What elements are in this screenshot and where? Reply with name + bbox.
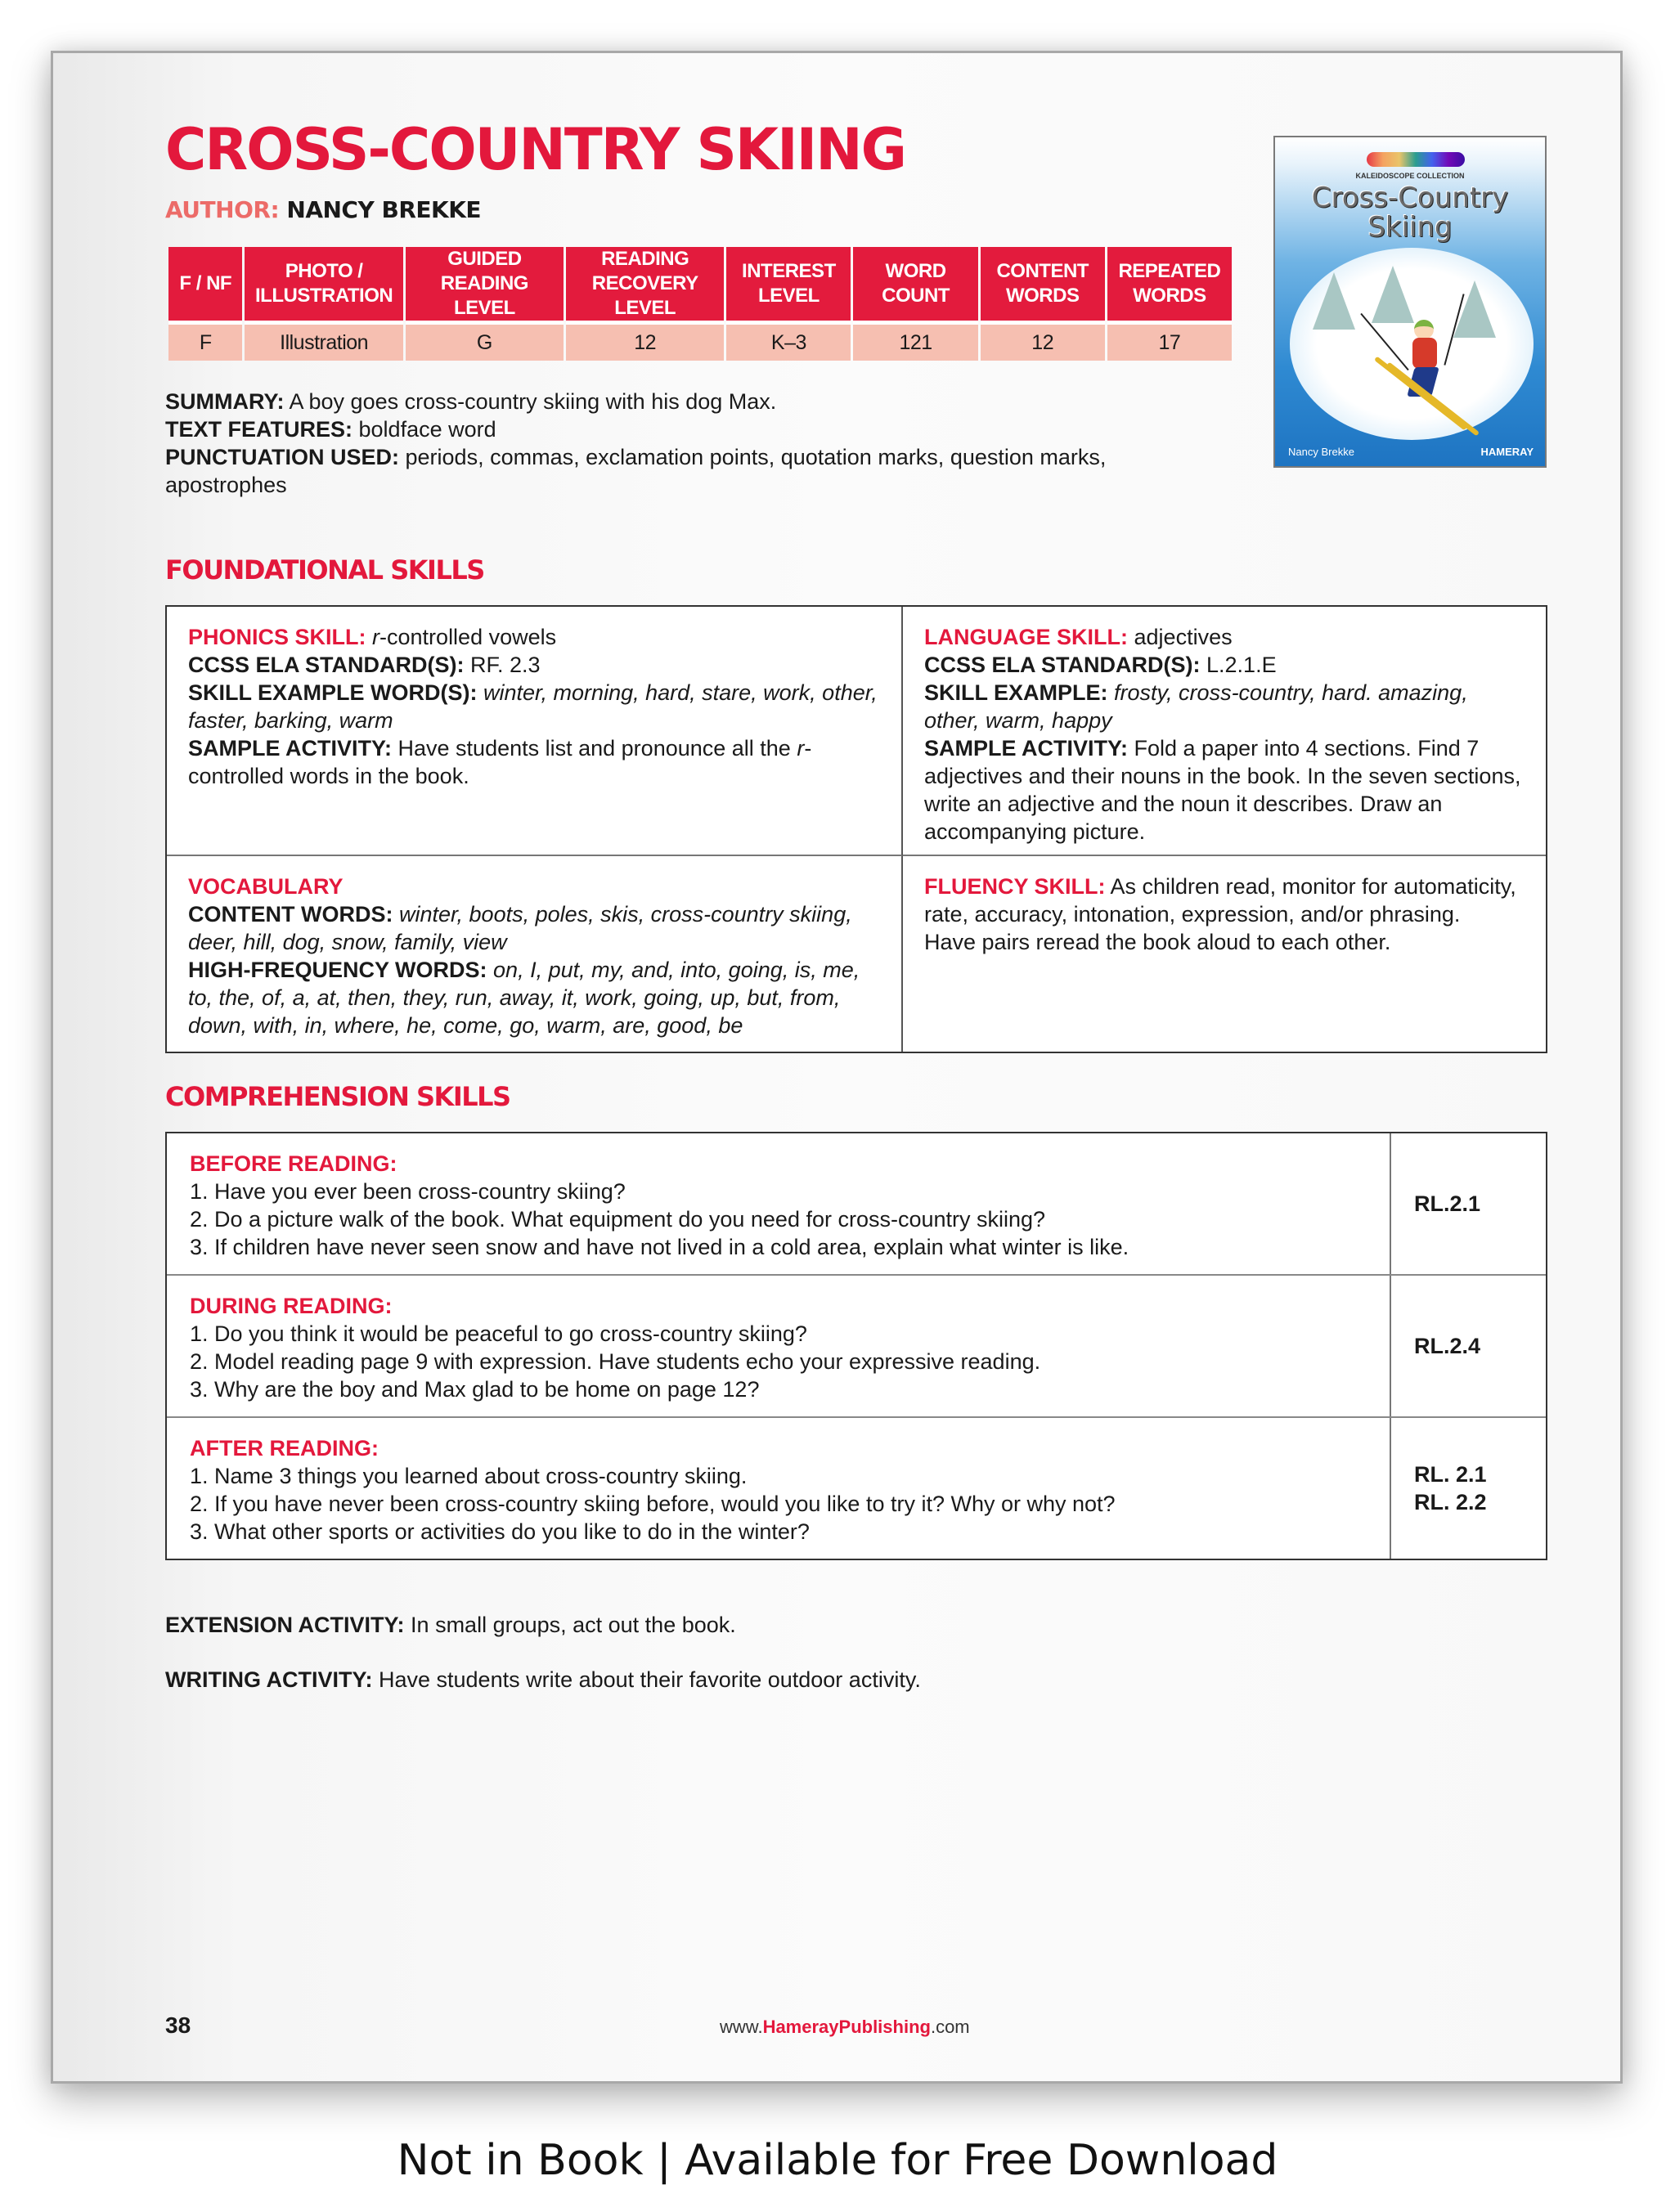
author-name: NANCY BREKKE: [286, 196, 482, 223]
extension-activity-text: In small groups, act out the book.: [411, 1613, 736, 1637]
phonics-examples-label: SKILL EXAMPLE WORD(S):: [188, 680, 478, 705]
summary-block: [165, 388, 1228, 499]
phonics-skill-value: -controlled vowels: [379, 625, 557, 649]
summary-line: [165, 388, 1228, 415]
cover-publisher-logo: HAMERAY: [1480, 446, 1534, 458]
writing-activity-label: WRITING ACTIVITY:: [165, 1667, 373, 1692]
fluency-cell: [903, 856, 1546, 1052]
writing-activity: [165, 1666, 921, 1694]
skier-jacket-icon: [1412, 338, 1437, 369]
during-reading-label: DURING READING:: [190, 1294, 393, 1318]
phonics-standard-line: [188, 651, 880, 679]
extension-activity: [165, 1611, 736, 1639]
language-activity-line: [924, 734, 1525, 846]
text-features-label: TEXT FEATURES:: [165, 417, 353, 442]
cover-collection: KALEIDOSCOPE COLLECTION: [1355, 172, 1465, 180]
phonics-standard-label: CCSS ELA STANDARD(S):: [188, 653, 465, 677]
content-words-value: winter, boots, poles, skis, cross-country skiing, deer, hill, dog, snow, family, view: [188, 902, 852, 954]
url-prefix: www.: [720, 2017, 763, 2037]
extension-activity-label: EXTENSION ACTIVITY:: [165, 1613, 405, 1637]
language-examples-line: [924, 679, 1525, 734]
during-reading-standards: [1391, 1276, 1546, 1416]
language-standard-line: [924, 651, 1525, 679]
language-standard-label: CCSS ELA STANDARD(S):: [924, 653, 1201, 677]
author-line: [165, 196, 481, 223]
value-f-nf: F: [168, 321, 242, 361]
before-reading-label: BEFORE READING:: [190, 1151, 397, 1176]
cover-title: [1275, 183, 1545, 242]
url-suffix: .com: [930, 2017, 970, 2037]
during-reading-item: 2. Model reading page 9 with expression. Have students echo your expressive reading.: [190, 1349, 1041, 1374]
text-features-text: boldface word: [358, 417, 496, 442]
phonics-skill-prefix: r: [372, 625, 380, 649]
phonics-activity-label: SAMPLE ACTIVITY:: [188, 736, 392, 761]
content-words-label: CONTENT WORDS:: [188, 902, 393, 927]
phonics-examples-line: [188, 679, 880, 734]
after-reading-cell: [167, 1418, 1391, 1559]
after-reading-item: 3. What other sports or activities do you like to do in the winter?: [190, 1519, 810, 1544]
after-reading-standards: [1391, 1418, 1546, 1559]
vocabulary-label: VOCABULARY: [188, 874, 344, 899]
foundational-skills-heading: FOUNDATIONAL SKILLS: [165, 554, 484, 586]
vocabulary-cell: [167, 856, 903, 1052]
fluency-skill-label: FLUENCY SKILL:: [924, 874, 1106, 899]
during-reading-item: 3. Why are the boy and Max glad to be home on page 12?: [190, 1377, 760, 1402]
phonics-skill-line: [188, 623, 880, 651]
publisher-url[interactable]: [720, 2017, 970, 2038]
comprehension-row-during: [167, 1276, 1546, 1418]
comprehension-table: [165, 1132, 1547, 1560]
language-skill-line: [924, 623, 1525, 651]
cover-title-line1: Cross-Country: [1311, 182, 1509, 214]
fluency-skill-line: [924, 873, 1525, 928]
before-reading-item: 1. Have you ever been cross-country skiing?: [190, 1179, 626, 1204]
standard-code: RL. 2.2: [1414, 1490, 1487, 1514]
before-reading-standards: [1391, 1133, 1546, 1274]
language-skill-label: LANGUAGE SKILL:: [924, 625, 1128, 649]
fluency-skill-text: As children read, monitor for automaticity, rate, accuracy, intonation, expression, and/or phrasing.: [924, 874, 1516, 927]
url-brand: HamerayPublishing: [762, 2017, 931, 2037]
phonics-standard-value: RF. 2.3: [470, 653, 541, 677]
language-skill-value: adjectives: [1134, 625, 1233, 649]
header-content-words: CONTENT WORDS: [981, 247, 1105, 321]
punctuation-line: [165, 443, 1228, 499]
before-reading-item: 2. Do a picture walk of the book. What equipment do you need for cross-country skiing?: [190, 1207, 1046, 1232]
comprehension-row-after: [167, 1418, 1546, 1559]
info-value-row: [168, 321, 1232, 361]
phonics-skill-label: PHONICS SKILL:: [188, 625, 366, 649]
phonics-activity-line: [188, 734, 880, 790]
phonics-cell: [167, 607, 903, 856]
punctuation-label: PUNCTUATION USED:: [165, 445, 399, 469]
book-cover-image: [1273, 136, 1547, 468]
cover-author: Nancy Brekke: [1288, 446, 1354, 458]
download-caption: Not in Book | Available for Free Download: [397, 2136, 1278, 2185]
phonics-activity-prefix: r: [797, 736, 805, 761]
high-frequency-words-line: [188, 956, 880, 1039]
phonics-examples-value: winter, morning, hard, stare, work, other, faster, barking, warm: [188, 680, 878, 733]
header-word-count: WORD COUNT: [853, 247, 977, 321]
during-reading-item: 1. Do you think it would be peaceful to go cross-country skiing?: [190, 1321, 807, 1346]
kaleidoscope-logo-icon: [1367, 152, 1465, 167]
high-frequency-words-label: HIGH-FREQUENCY WORDS:: [188, 958, 487, 982]
header-repeated-words: REPEATED WORDS: [1107, 247, 1232, 321]
standard-code: RL.2.1: [1414, 1191, 1481, 1216]
comprehension-row-before: [167, 1133, 1546, 1276]
foundational-skills-grid: [165, 605, 1547, 1053]
language-standard-value: L.2.1.E: [1206, 653, 1277, 677]
value-interest-level: K–3: [726, 321, 851, 361]
header-f-nf: F / NF: [168, 247, 242, 321]
high-frequency-words-value: on, I, put, my, and, into, going, is, me, to, the, of, a, at, then, they, run, away, it, work, going, up, but, from, down, with, in, where, he, come, go, warm, are, good, be: [188, 958, 860, 1038]
after-reading-item: 2. If you have never been cross-country skiing before, would you like to try it? Why or why not?: [190, 1492, 1116, 1516]
header-photo-illustration: PHOTO / ILLUSTRATION: [245, 247, 402, 321]
language-cell: [903, 607, 1546, 856]
summary-text: A boy goes cross-country skiing with his dog Max.: [289, 389, 777, 414]
phonics-activity-rest: -controlled words in the book.: [188, 736, 812, 788]
value-repeated-words: 17: [1107, 321, 1232, 361]
before-reading-cell: [167, 1133, 1391, 1274]
tree-icon: [1372, 266, 1414, 323]
value-guided-reading-level: G: [406, 321, 564, 361]
content-words-line: [188, 900, 880, 956]
info-header-row: [168, 247, 1232, 321]
page-title: CROSS-COUNTRY SKIING: [165, 116, 906, 183]
after-reading-label: AFTER READING:: [190, 1436, 379, 1460]
language-examples-value: frosty, cross-country, hard. amazing, other, warm, happy: [924, 680, 1468, 733]
header-interest-level: INTEREST LEVEL: [726, 247, 851, 321]
after-reading-item: 1. Name 3 things you learned about cross-country skiing.: [190, 1464, 748, 1488]
phonics-activity-text: Have students list and pronounce all the: [397, 736, 791, 761]
header-reading-recovery-level: READING RECOVERY LEVEL: [566, 247, 724, 321]
writing-activity-text: Have students write about their favorite outdoor activity.: [378, 1667, 921, 1692]
fluency-skill-text2: Have pairs reread the book aloud to each other.: [924, 930, 1391, 954]
cover-title-line2: Skiing: [1367, 211, 1453, 244]
header-guided-reading-level: GUIDED READING LEVEL: [406, 247, 564, 321]
snow-scene-illustration: [1290, 248, 1534, 440]
book-info-table: [166, 247, 1234, 361]
skier-head-icon: [1414, 320, 1434, 339]
value-word-count: 121: [853, 321, 977, 361]
author-label: AUTHOR:: [165, 196, 280, 223]
comprehension-skills-heading: COMPREHENSION SKILLS: [165, 1081, 510, 1112]
language-examples-label: SKILL EXAMPLE:: [924, 680, 1108, 705]
summary-label: SUMMARY:: [165, 389, 285, 414]
value-reading-recovery-level: 12: [566, 321, 724, 361]
value-content-words: 12: [981, 321, 1105, 361]
text-features-line: [165, 415, 1228, 443]
during-reading-cell: [167, 1276, 1391, 1416]
tree-icon: [1313, 272, 1355, 330]
standard-code: RL.2.4: [1414, 1334, 1481, 1358]
standard-code: RL. 2.1: [1414, 1462, 1487, 1487]
punctuation-text: periods, commas, exclamation points, quotation marks, question marks, apostrophes: [165, 445, 1107, 497]
language-activity-text: Fold a paper into 4 sections. Find 7 adjectives and their nouns in the book. In the seven sections, write an adjective and the noun it describes. Draw an accompanying picture.: [924, 736, 1521, 844]
language-activity-label: SAMPLE ACTIVITY:: [924, 736, 1128, 761]
before-reading-item: 3. If children have never seen snow and have not lived in a cold area, explain what winter is like.: [190, 1235, 1129, 1259]
value-photo-illustration: Illustration: [245, 321, 402, 361]
page-number: 38: [165, 2012, 191, 2038]
